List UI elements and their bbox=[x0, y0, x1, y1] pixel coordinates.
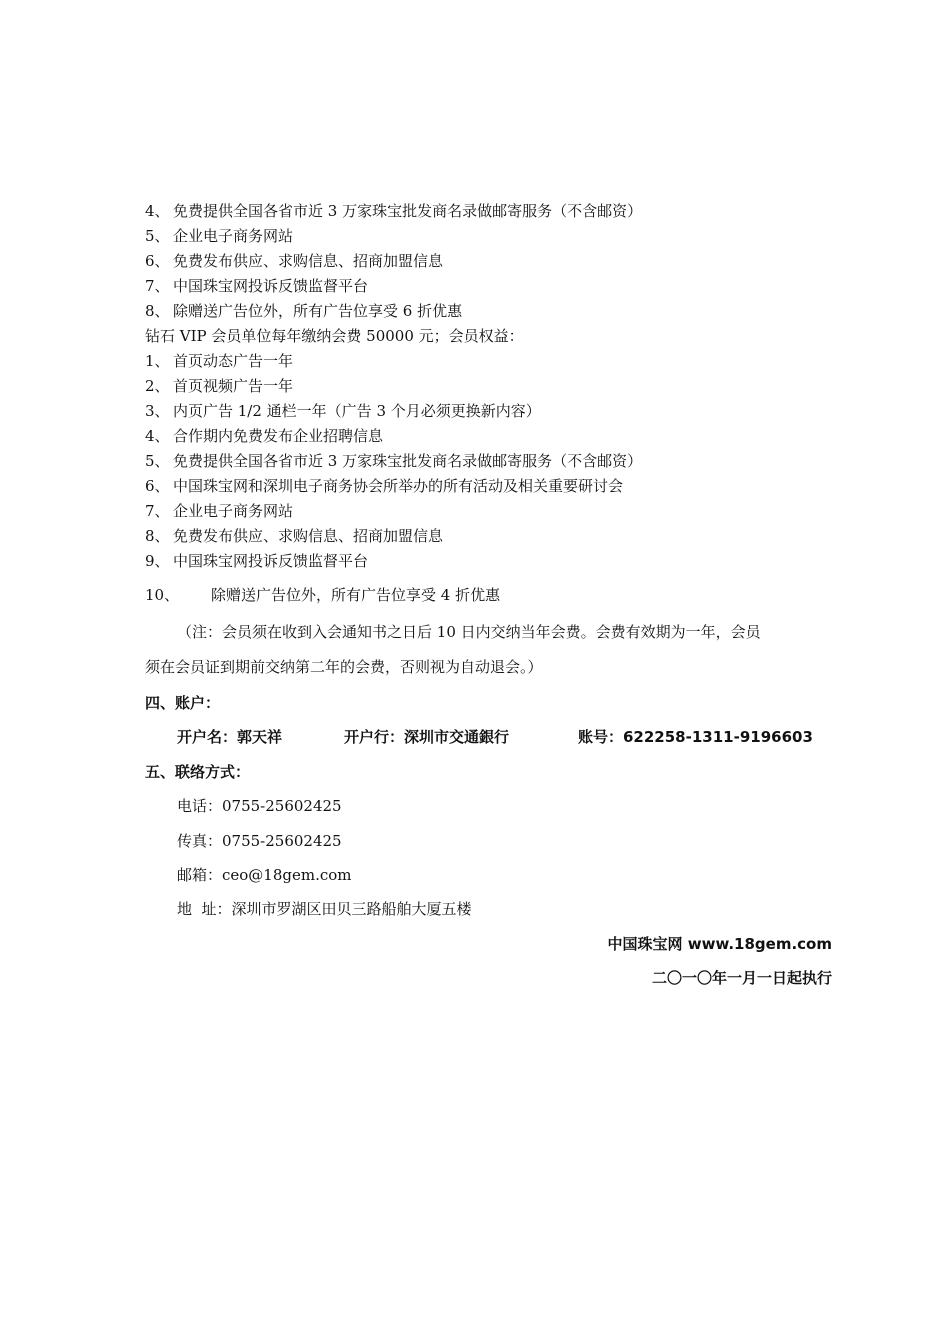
contact-address: 地 址：深圳市罗湖区田贝三路船舶大厦五楼 bbox=[177, 900, 472, 918]
account-holder-name: 开户名：郭天祥 bbox=[177, 728, 283, 746]
signature-date: 二〇一〇年一月一日起执行 bbox=[651, 969, 832, 987]
section-title-account: 四、账户： bbox=[145, 694, 221, 712]
list-item: 3、 内页广告 1/2 通栏一年（广告 3 个月必须更换新内容） bbox=[145, 402, 541, 420]
list-item: 7、 企业电子商务网站 bbox=[145, 502, 294, 520]
list-item: 5、 免费提供全国各省市近 3 万家珠宝批发商名录做邮寄服务（不含邮资） bbox=[145, 452, 643, 470]
list-item: 6、 中国珠宝网和深圳电子商务协会所举办的所有活动及相关重要研讨会 bbox=[145, 477, 624, 495]
contact-phone: 电话：0755-25602425 bbox=[177, 797, 342, 815]
list-item: 10、 除赠送广告位外，所有广告位享受 4 折优惠 bbox=[145, 586, 501, 604]
list-item: 8、 除赠送广告位外，所有广告位享受 6 折优惠 bbox=[145, 302, 463, 320]
list-item: 2、 首页视频广告一年 bbox=[145, 377, 294, 395]
section-title-contact: 五、联络方式： bbox=[145, 763, 251, 781]
diamond-vip-heading: 钻石 VIP 会员单位每年缴纳会费 50000 元；会员权益： bbox=[145, 327, 524, 345]
list-item: 4、 免费提供全国各省市近 3 万家珠宝批发商名录做邮寄服务（不含邮资） bbox=[145, 202, 643, 220]
account-bank: 开户行：深圳市交通銀行 bbox=[344, 728, 510, 746]
list-item: 6、 免费发布供应、求购信息、招商加盟信息 bbox=[145, 252, 444, 270]
list-item: 7、 中国珠宝网投诉反馈监督平台 bbox=[145, 277, 369, 295]
membership-note-continued: 须在会员证到期前交纳第二年的会费，否则视为自动退会。） bbox=[145, 658, 543, 676]
signature-organization: 中国珠宝网 www.18gem.com bbox=[607, 935, 832, 953]
contact-fax: 传真：0755-25602425 bbox=[177, 832, 342, 850]
list-item: 4、 合作期内免费发布企业招聘信息 bbox=[145, 427, 384, 445]
membership-note: （注：会员须在收到入会通知书之日后 10 日内交纳当年会费。会费有效期为一年，会员 bbox=[177, 623, 761, 641]
contact-email: 邮箱：ceo@18gem.com bbox=[177, 866, 352, 884]
list-item: 5、 企业电子商务网站 bbox=[145, 227, 294, 245]
list-item: 8、 免费发布供应、求购信息、招商加盟信息 bbox=[145, 527, 444, 545]
account-number: 账号：622258-1311-9196603 bbox=[578, 728, 813, 746]
list-item: 9、 中国珠宝网投诉反馈监督平台 bbox=[145, 552, 369, 570]
list-item: 1、 首页动态广告一年 bbox=[145, 352, 294, 370]
account-info bbox=[177, 727, 813, 747]
